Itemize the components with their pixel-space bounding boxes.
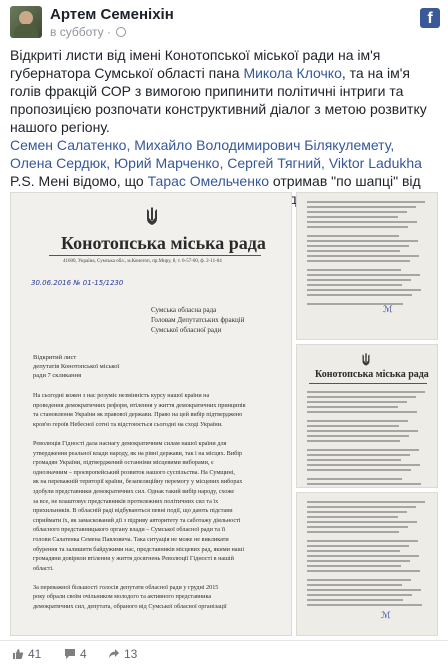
doc-text-line xyxy=(307,550,400,552)
doc-text-line xyxy=(307,584,402,586)
doc-text-line xyxy=(307,221,417,223)
doc-text-line xyxy=(307,565,401,567)
doc-text-line xyxy=(307,531,399,533)
doc-text-line xyxy=(307,516,398,518)
post-text-part1: Відкриті листи від імені Конотопської міської ради на ім'я губернатора Сумської області пана xyxy=(10,47,381,81)
doc-heading-line: ради 7 скликання xyxy=(33,372,82,379)
doc-council-name: Конотопська міська рада xyxy=(61,233,266,253)
doc-body-line: За переважної більшості голосів депутати обласної ради у грудні 2015 xyxy=(33,583,219,591)
doc-body-line: громадян України, підтверджений останніми місцевими виборами, є xyxy=(33,459,214,467)
doc-text-line xyxy=(307,555,419,557)
photo-side-1[interactable] xyxy=(296,192,438,340)
share-icon xyxy=(108,648,120,660)
doc-text-line xyxy=(307,274,420,276)
doc-body-line: обурення та залишити байдужими нас, представників місцевих рад, якими наші xyxy=(33,545,245,553)
doc-body-line: голови Салатенка Семена Павловича. Така ситуація не може не викликати xyxy=(33,535,229,543)
doc-body-line: прихильників. В обласній раді відбуваються певні події, що дають підстави xyxy=(33,507,233,515)
ps-text-part2: отримав "по шапці" від xyxy=(272,173,421,189)
thumbs-up-icon xyxy=(12,648,24,660)
doc-text-line xyxy=(307,430,418,432)
doc-body-line: демократичних сил, депутата, обраного від Сумської обласної організації xyxy=(33,603,227,611)
comments-count[interactable] xyxy=(64,647,87,661)
doc-recipient-line: Головам Депутатських фракцій xyxy=(151,316,245,324)
doc-body-line xyxy=(33,573,281,583)
doc-divider xyxy=(49,255,261,256)
likes-count[interactable] xyxy=(12,647,41,661)
trident-emblem-icon xyxy=(145,207,159,227)
post-header xyxy=(0,0,448,44)
doc-text-line xyxy=(307,411,417,413)
doc-text-line xyxy=(307,483,421,485)
doc-text-line xyxy=(307,250,400,252)
doc-text-line xyxy=(307,501,425,503)
photo-side-3[interactable] xyxy=(296,492,438,636)
doc-text-line xyxy=(307,391,425,393)
doc-text-line xyxy=(307,260,410,262)
author-name[interactable]: Артем Семеніхін xyxy=(50,6,174,23)
doc-text-line xyxy=(307,289,421,291)
shares-count-label: 13 xyxy=(124,647,138,661)
doc-body-line xyxy=(33,429,281,439)
doc-heading xyxy=(33,353,119,380)
doc-text-line xyxy=(307,216,398,218)
side-doc-council-name: Конотопська міська рада xyxy=(315,369,429,380)
doc-text-line xyxy=(307,420,408,422)
doc-text-line xyxy=(307,406,398,408)
doc-text-line xyxy=(307,511,407,513)
doc-body-line: та становлення України як правової держави. Право на цей вибір підтверджено xyxy=(33,411,243,419)
doc-body-line: Революція Гідності дала наснагу демократичним силам нашої країни для xyxy=(33,439,227,447)
post-time[interactable]: в субботу · xyxy=(50,25,126,39)
doc-text-line xyxy=(307,201,425,203)
doc-text-line xyxy=(307,604,422,606)
doc-text-line xyxy=(307,279,411,281)
doc-recipient xyxy=(151,305,244,335)
doc-text-line xyxy=(307,464,420,466)
doc-body-line: області. xyxy=(33,564,54,572)
doc-text-line xyxy=(307,449,419,451)
doc-text-line xyxy=(307,294,412,296)
doc-text-line xyxy=(307,594,412,596)
post-reactions-bar xyxy=(0,640,448,665)
doc-text-line xyxy=(307,506,416,508)
post-body xyxy=(10,46,438,208)
doc-text-line xyxy=(307,589,421,591)
doc-body-line: здобули представники демократичних сил. Однак такий вибір народу, схоже xyxy=(33,487,235,495)
photo-grid xyxy=(10,192,438,636)
doc-text-line xyxy=(307,255,419,257)
doc-text-line xyxy=(307,284,402,286)
mention-link-governor[interactable]: Микола Клочко xyxy=(243,65,342,81)
doc-body-line: як на переважній території країни, безапеляційну перемогу у місцевих виборах xyxy=(33,478,243,486)
trident-emblem-icon xyxy=(361,353,371,367)
doc-body-line: проведення демократичних реформ, втілення у життя демократичних принципів xyxy=(33,401,246,409)
doc-body-line: громадяни довірили втілення у життя досягнень Революції Гідності в нашій xyxy=(33,555,234,563)
likes-count-label: 41 xyxy=(28,647,42,661)
doc-text-line xyxy=(307,269,401,271)
doc-text-line xyxy=(307,454,410,456)
doc-text-line xyxy=(307,545,409,547)
doc-text-line xyxy=(307,435,409,437)
comment-icon xyxy=(64,648,76,660)
doc-text-line xyxy=(307,521,417,523)
doc-text-line xyxy=(307,440,400,442)
tagged-people-links[interactable]: Семен Салатенко, Михайло Володимирович Білякулемету, Олена Сердюк, Юрий Марченко, Сергей Тягний, Viktor Ladukha xyxy=(10,137,422,171)
doc-body-line: однозначним – проєвропейський розвиток нашого суспільства. На Сумщині, xyxy=(33,468,235,476)
doc-text-line xyxy=(307,570,420,572)
mention-link-ps[interactable]: Тарас Омельченко xyxy=(147,173,270,189)
globe-icon xyxy=(116,27,126,37)
doc-text-line xyxy=(307,240,418,242)
doc-text-line xyxy=(307,478,402,480)
doc-body-line: року обрали своїм очільником молодого та активного представника xyxy=(33,593,212,601)
doc-text-line xyxy=(307,206,416,208)
doc-body-line: кров'ю героїв Небесної сотні та відстоюється сьогодні на сході України. xyxy=(33,420,223,428)
doc-heading-line: Відкритий лист xyxy=(33,354,77,361)
shares-count[interactable] xyxy=(108,647,137,661)
ps-text-part1: P.S. Мені відомо, що xyxy=(10,173,148,189)
facebook-logo-icon: f xyxy=(420,8,440,28)
doc-body-line: обласного представницького органу влади – Сумської обласної ради та її xyxy=(33,526,226,534)
doc-address: 41600, Україна, Сумська обл., м.Конотоп, пр.Миру, 8, т. 6-57-00, ф. 2-11-04 xyxy=(63,259,222,264)
doc-body-line: за все, не влаштовує представників протилежних політичних сил та їх xyxy=(33,497,219,505)
post-time-label[interactable]: в субботу xyxy=(50,25,104,39)
doc-text-line xyxy=(307,469,411,471)
doc-recipient-line: Сумська обласна рада xyxy=(151,306,217,314)
doc-date-number: 30.06.2016 № 01-15/1230 xyxy=(31,279,124,287)
doc-body xyxy=(33,391,281,612)
doc-text-line xyxy=(307,245,409,247)
doc-text-line xyxy=(307,401,407,403)
side-doc-divider xyxy=(309,383,427,384)
signature-mark: ℳ xyxy=(383,305,393,315)
doc-text-line xyxy=(307,526,408,528)
doc-body-line: сприймати їх, як замаскований дії з підриву авторитету та саботажу діяльності xyxy=(33,516,241,524)
doc-text-line xyxy=(307,579,411,581)
comments-count-label: 4 xyxy=(80,647,87,661)
author-avatar[interactable] xyxy=(10,6,42,38)
photo-side-2[interactable] xyxy=(296,344,438,488)
doc-recipient-line: Сумської обласної ради xyxy=(151,326,222,334)
doc-text-line xyxy=(307,396,416,398)
signature-mark: ℳ xyxy=(381,611,391,621)
doc-body-line: утвердження реальної влади народу, як на рівні держави, так і на місцях. Вибір xyxy=(33,449,243,457)
doc-text-line xyxy=(307,425,399,427)
doc-body-line: На сьогодні кожен з нас розуміє незмінність курсу нашої країни на xyxy=(33,392,210,399)
doc-text-line xyxy=(307,540,418,542)
doc-text-line xyxy=(307,560,410,562)
doc-text-line xyxy=(307,599,403,601)
doc-text-line xyxy=(307,235,399,237)
doc-text-line xyxy=(307,226,408,228)
photo-main-letter[interactable] xyxy=(10,192,292,636)
post-text-part2: , та на ім'я голів фракцій СОР з вимогою припинити політичні інтриги та пропозицією розпочати конструктивний діалог з метою розвитку нашого регіону. xyxy=(10,65,427,135)
doc-text-line xyxy=(307,211,407,213)
doc-heading-line: депутатів Конотопської міської xyxy=(33,363,120,370)
doc-text-line xyxy=(307,459,401,461)
